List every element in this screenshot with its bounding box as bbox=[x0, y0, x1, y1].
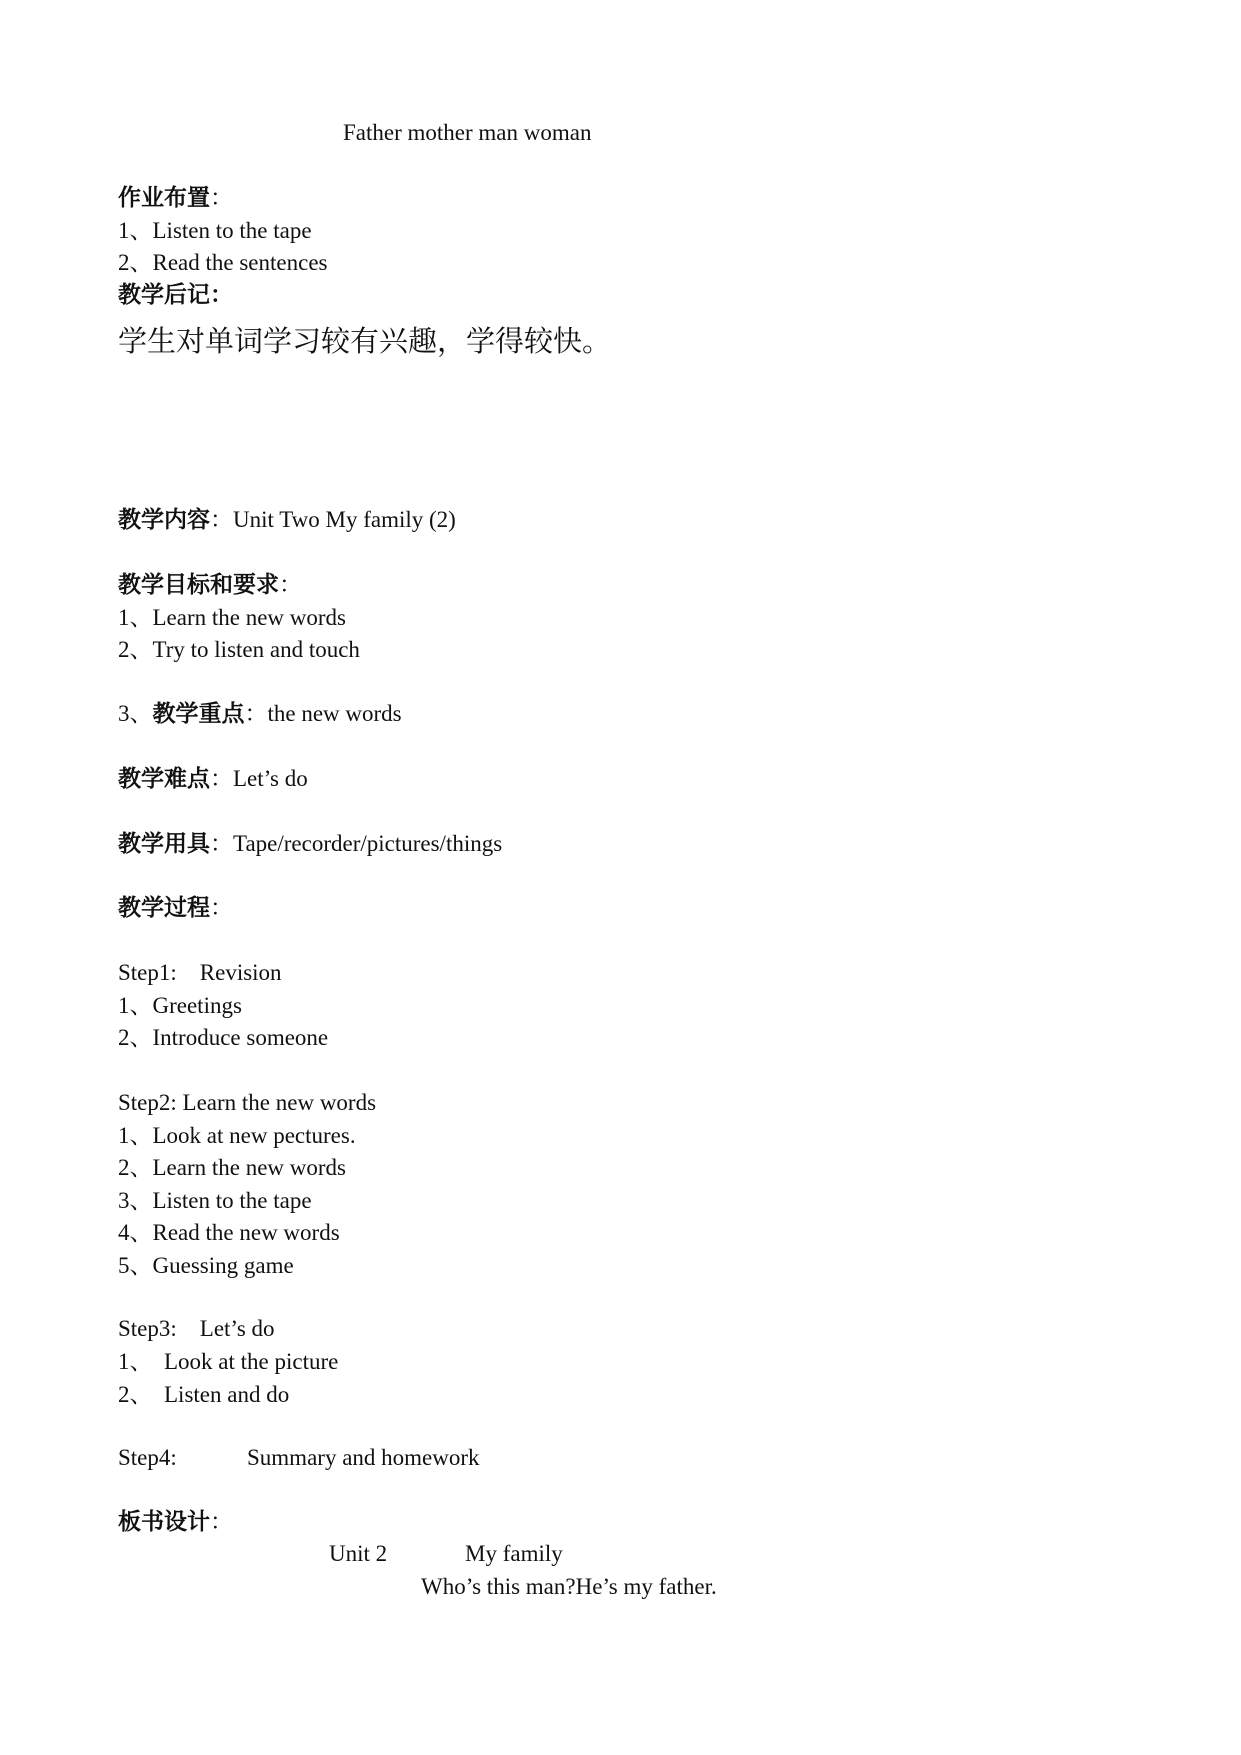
process-label: 教学过程 bbox=[118, 895, 210, 920]
content-row: 教学内容：Unit Two My family (2) bbox=[118, 507, 456, 532]
homework-heading: 作业布置： bbox=[118, 185, 233, 210]
step2-title: Step2: Learn the new words bbox=[118, 1090, 377, 1115]
key-point-value: the new words bbox=[267, 701, 402, 726]
goals-item: 1、Learn the new words bbox=[118, 605, 347, 630]
board-unit: Unit 2 bbox=[329, 1541, 388, 1566]
homework-item: 1、Listen to the tape bbox=[118, 218, 312, 243]
difficulty-row: 教学难点：Let’s do bbox=[118, 766, 308, 791]
step3-title: Step3: Let’s do bbox=[118, 1316, 275, 1341]
step3-item: 1、 Look at the picture bbox=[118, 1349, 339, 1374]
tools-row: 教学用具：Tape/recorder/pictures/things bbox=[118, 831, 503, 856]
step3-item: 2、 Listen and do bbox=[118, 1382, 290, 1407]
goals-item: 2、Try to listen and touch bbox=[118, 637, 360, 662]
step4-title: Step4: bbox=[118, 1445, 177, 1470]
step1-item: 2、Introduce someone bbox=[118, 1025, 329, 1050]
step2-item: 5、Guessing game bbox=[118, 1253, 294, 1278]
step2-item: 3、Listen to the tape bbox=[118, 1188, 312, 1213]
step2-item: 1、Look at new pectures. bbox=[118, 1123, 356, 1148]
step2-item: 4、Read the new words bbox=[118, 1220, 340, 1245]
top-words: Father mother man woman bbox=[343, 120, 592, 145]
difficulty-value: Let’s do bbox=[233, 766, 308, 791]
reflection-text: 学生对单词学习较有兴趣，学得较快。 bbox=[118, 326, 612, 358]
difficulty-label: 教学难点 bbox=[118, 766, 210, 791]
goals-heading: 教学目标和要求： bbox=[118, 572, 302, 597]
key-point-num: 3、 bbox=[118, 701, 153, 726]
step1-item: 1、Greetings bbox=[118, 993, 242, 1018]
board-title: My family bbox=[465, 1541, 563, 1566]
homework-label: 作业布置 bbox=[118, 185, 210, 210]
board-label: 板书设计 bbox=[118, 1509, 210, 1534]
homework-item: 2、Read the sentences bbox=[118, 250, 328, 275]
tools-value: Tape/recorder/pictures/things bbox=[233, 831, 503, 856]
goals-label: 教学目标和要求 bbox=[118, 572, 279, 597]
key-point-row: 3、教学重点：the new words bbox=[118, 701, 402, 726]
step2-item: 2、Learn the new words bbox=[118, 1155, 347, 1180]
step4-value: Summary and homework bbox=[247, 1445, 480, 1470]
content-label: 教学内容 bbox=[118, 507, 210, 532]
board-sentence: Who’s this man?He’s my father. bbox=[421, 1574, 717, 1599]
step1-title: Step1: Revision bbox=[118, 960, 282, 985]
tools-label: 教学用具 bbox=[118, 831, 210, 856]
process-heading: 教学过程： bbox=[118, 895, 233, 920]
board-heading: 板书设计： bbox=[118, 1509, 233, 1534]
key-point-label: 教学重点 bbox=[152, 701, 245, 726]
content-value: Unit Two My family (2) bbox=[233, 507, 456, 532]
reflection-label: 教学后记： bbox=[118, 282, 233, 307]
